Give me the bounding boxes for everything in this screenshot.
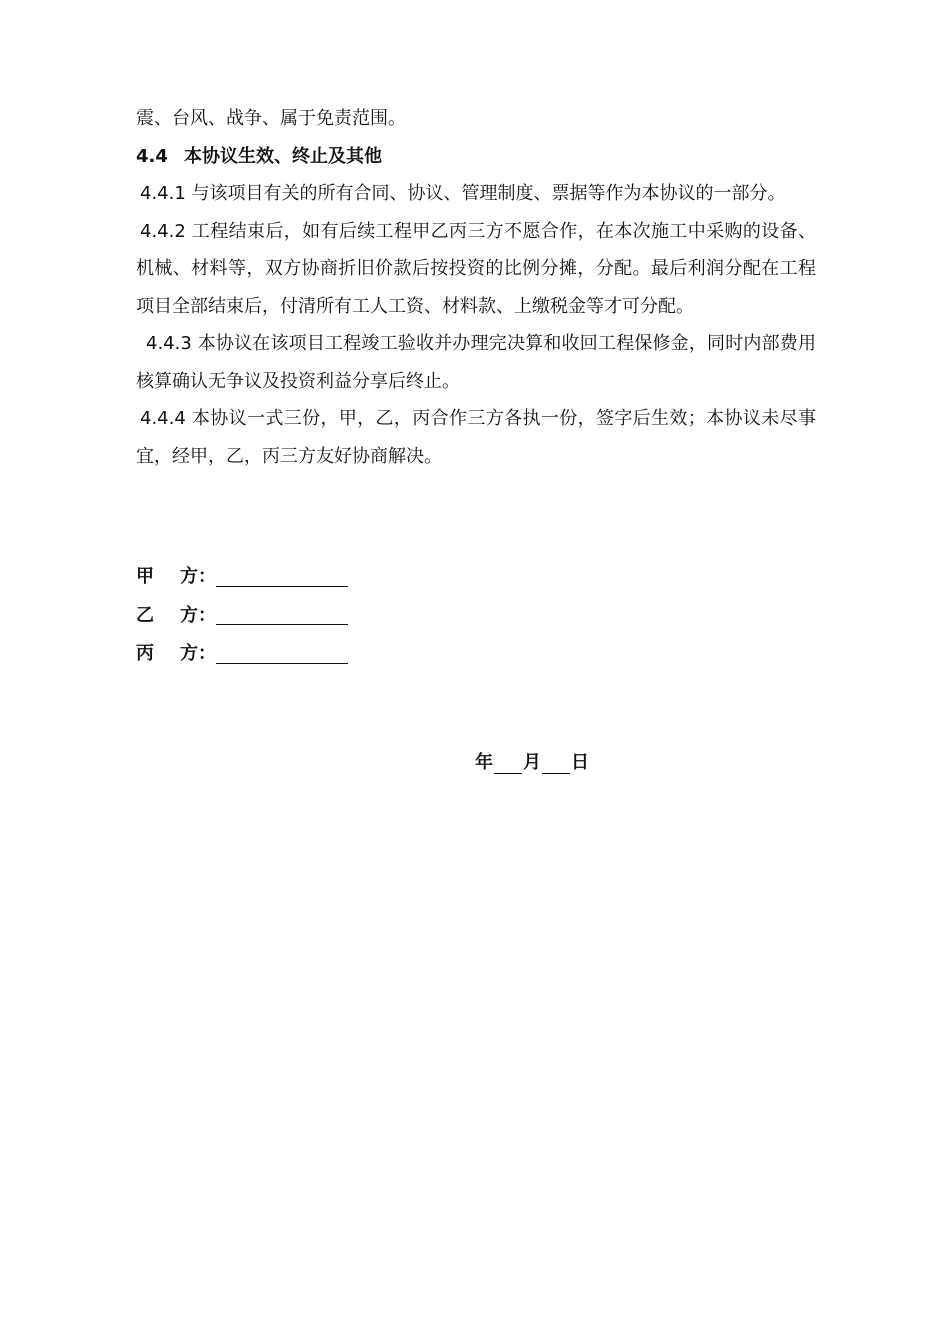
date-day-blank[interactable] [542, 753, 570, 774]
section-title: 本协议生效、终止及其他 [184, 145, 382, 167]
date-day-label: 日 [571, 752, 589, 773]
party-suffix: 方： [180, 643, 216, 665]
section-number: 4.4 [136, 145, 168, 167]
signature-row-party-a [136, 556, 348, 595]
signature-label [136, 639, 216, 665]
signature-row-party-c [136, 633, 348, 672]
signature-label [136, 601, 216, 627]
paragraph-continuation: 震、台风、战争、属于免责范围。 [136, 108, 406, 129]
clause-4-4-2: 4.4.2 工程结束后，如有后续工程甲乙丙三方不愿合作，在本次施工中采购的设备、机械、材料等，双方协商折旧价款后按投资的比例分摊，分配。最后利润分配在工程项目全部结束后，付清所有工人工资、材料款、上缴税金等才可分配。 [136, 220, 816, 317]
clause-4-4-4: 4.4.4 本协议一式三份，甲，乙，丙合作三方各执一份，签字后生效；本协议未尽事宜，经甲，乙，丙三方友好协商解决。 [136, 408, 816, 467]
clause-4-4-1: 4.4.1 与该项目有关的所有合同、协议、管理制度、票据等作为本协议的一部分。 [140, 183, 786, 204]
signature-line[interactable] [216, 645, 348, 664]
signature-block [136, 556, 348, 672]
party-suffix: 方： [180, 566, 216, 588]
party-name: 丙 [136, 643, 154, 665]
date-month-label: 月 [523, 752, 541, 773]
date-month-blank[interactable] [494, 753, 522, 774]
signature-line[interactable] [216, 606, 348, 625]
party-name: 甲 [136, 566, 154, 588]
signature-label [136, 562, 216, 588]
signature-row-party-b [136, 595, 348, 634]
party-suffix: 方： [180, 604, 216, 626]
signature-line[interactable] [216, 568, 348, 587]
section-heading [136, 138, 816, 176]
clause-4-4-3: 4.4.3 本协议在该项目工程竣工验收并办理完决算和收回工程保修金，同时内部费用核算确认无争议及投资利益分享后终止。 [136, 333, 816, 392]
date-year-label: 年 [475, 752, 493, 773]
date-line [475, 748, 589, 774]
document-body [136, 100, 816, 475]
party-name: 乙 [136, 604, 154, 626]
